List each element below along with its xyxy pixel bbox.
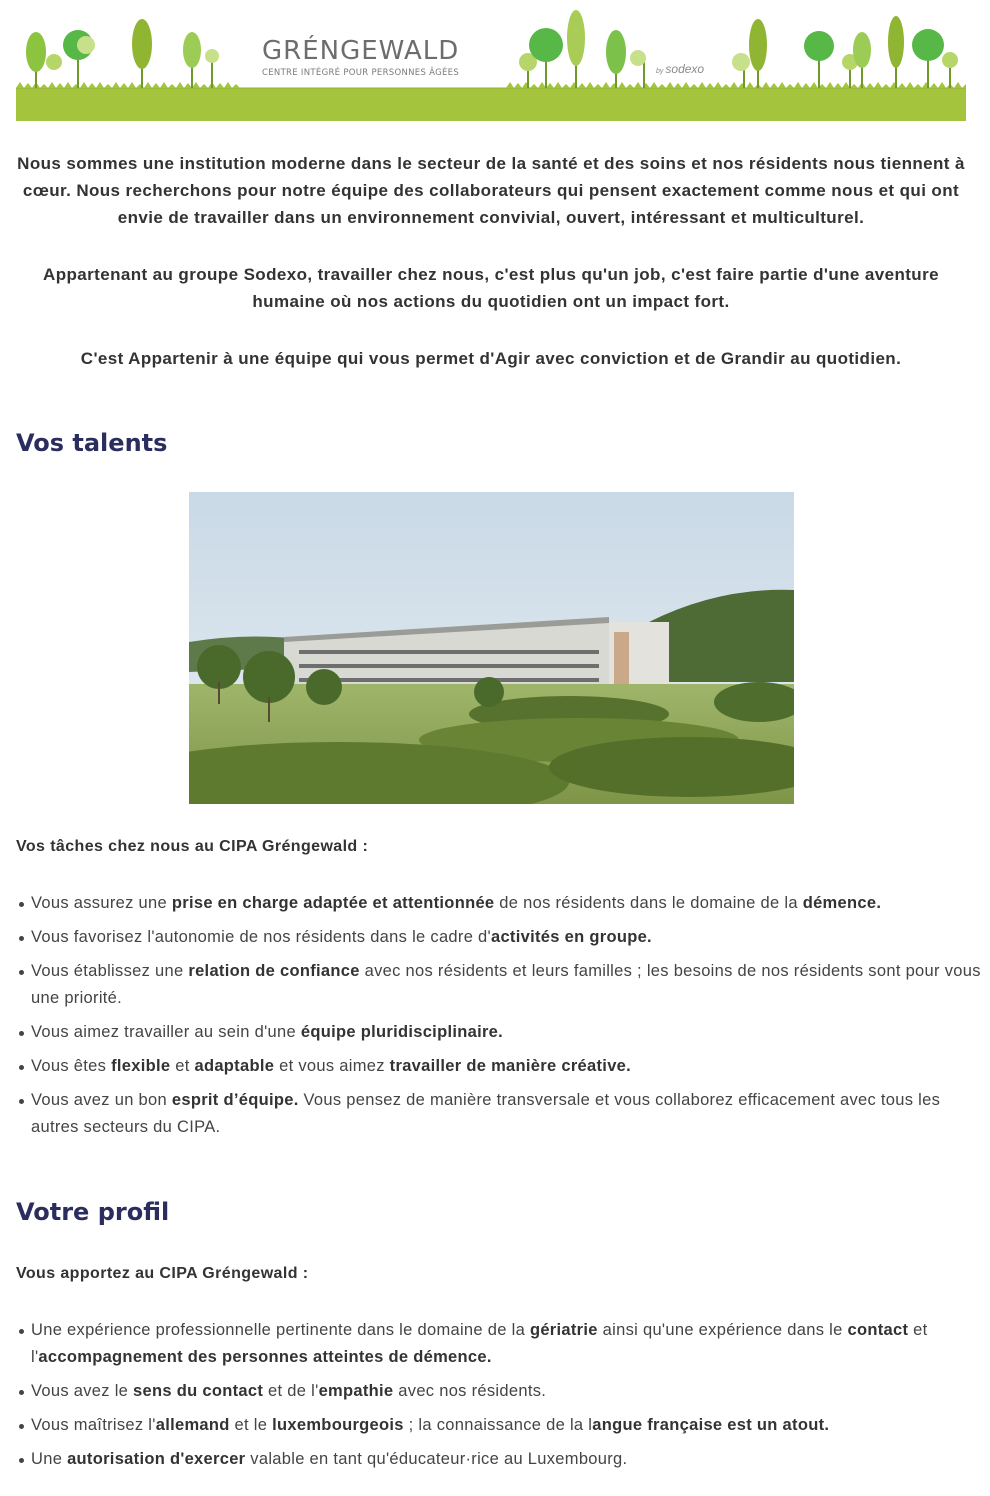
emphasis-text: angue française est un atout.	[592, 1416, 830, 1434]
list-item: Une autorisation d'exercer valable en tant qu'éducateur·rice au Luxembourg.	[31, 1446, 981, 1473]
intro-paragraph-3: C'est Appartenir à une équipe qui vous permet d'Agir avec conviction et de Grandir au quotidien.	[80, 349, 902, 368]
emphasis-text: empathie	[318, 1382, 394, 1400]
trees-illustration	[16, 0, 966, 121]
list-item: Vous maîtrisez l'allemand et le luxembourgeois ; la connaissance de la langue française est un atout.	[31, 1412, 981, 1439]
emphasis-text: esprit d’équipe.	[171, 1091, 299, 1109]
brand-logo	[262, 36, 459, 78]
talents-heading: Vos talents	[16, 429, 168, 457]
emphasis-text: flexible	[111, 1057, 171, 1075]
emphasis-text: prise en charge adaptée et attentionnée	[171, 894, 495, 912]
brand-subtitle: CENTRE INTÉGRÉ POUR PERSONNES ÂGÉES	[262, 68, 460, 78]
intro-paragraph-2: Appartenant au groupe Sodexo, travailler chez nous, c'est plus qu'un job, c'est faire partie d'une aventure humaine où nos actions du quotidien ont un impact fort.	[43, 265, 939, 311]
emphasis-text: démence.	[802, 894, 882, 912]
list-item: Vous établissez une relation de confiance avec nos résidents et leurs familles ; les besoins de nos résidents sont pour vous une priorité.	[31, 958, 981, 1012]
grass-strip	[16, 88, 966, 121]
talents-lead: Vos tâches chez nous au CIPA Gréngewald :	[16, 838, 369, 855]
emphasis-text: travailler de manière créative.	[389, 1057, 632, 1075]
emphasis-text: sens du contact	[133, 1382, 264, 1400]
emphasis-text: accompagnement des personnes atteintes de démence.	[38, 1348, 492, 1366]
profile-lead: Vous apportez au CIPA Gréngewald :	[16, 1265, 309, 1282]
list-item: Vous favorisez l'autonomie de nos résidents dans le cadre d'activités en groupe.	[31, 924, 981, 951]
intro-paragraph-1: Nous sommes une institution moderne dans le secteur de la santé et des soins et nos résidents nous tiennent à cœur. Nous recherchons pour notre équipe des collaborateurs qui pensent exactement comme nous et qui ont envie de travailler dans un environnement convivial, ouvert, intéressant et multiculturel.	[17, 154, 965, 227]
profile-heading: Votre profil	[16, 1198, 170, 1226]
emphasis-text: luxembourgeois	[272, 1416, 404, 1434]
list-item: Une expérience professionnelle pertinente dans le domaine de la gériatrie ainsi qu'une expérience dans le contact et l'accompagnement des personnes atteintes de démence.	[31, 1317, 981, 1371]
sodexo-logo	[656, 62, 704, 76]
emphasis-text: allemand	[155, 1416, 230, 1434]
emphasis-text: autorisation d'exercer	[67, 1450, 246, 1468]
list-item: Vous aimez travailler au sein d'une équipe pluridisciplinaire.	[31, 1019, 981, 1046]
emphasis-text: activités en groupe.	[490, 928, 652, 946]
emphasis-text: contact	[847, 1321, 909, 1339]
emphasis-text: adaptable	[194, 1057, 275, 1075]
talents-list	[16, 890, 981, 1148]
profile-list	[16, 1317, 981, 1480]
sodexo-wordmark: sodexo	[665, 62, 705, 76]
sodexo-by: by	[656, 68, 664, 75]
emphasis-text: gériatrie	[529, 1321, 598, 1339]
list-item: Vous êtes flexible et adaptable et vous aimez travailler de manière créative.	[31, 1053, 981, 1080]
list-item: Vous avez le sens du contact et de l'empathie avec nos résidents.	[31, 1378, 981, 1405]
intro-text	[16, 150, 966, 372]
list-item: Vous avez un bon esprit d’équipe. Vous pensez de manière transversale et vous collaborez efficacement avec tous les autres secteurs du CIPA.	[31, 1087, 981, 1141]
brand-name: GRÉNGEWALD	[262, 36, 460, 66]
emphasis-text: relation de confiance	[188, 962, 360, 980]
building-photo	[189, 492, 794, 804]
header-banner	[16, 0, 966, 121]
emphasis-text: équipe pluridisciplinaire.	[300, 1023, 504, 1041]
list-item: Vous assurez une prise en charge adaptée et attentionnée de nos résidents dans le domaine de la démence.	[31, 890, 981, 917]
